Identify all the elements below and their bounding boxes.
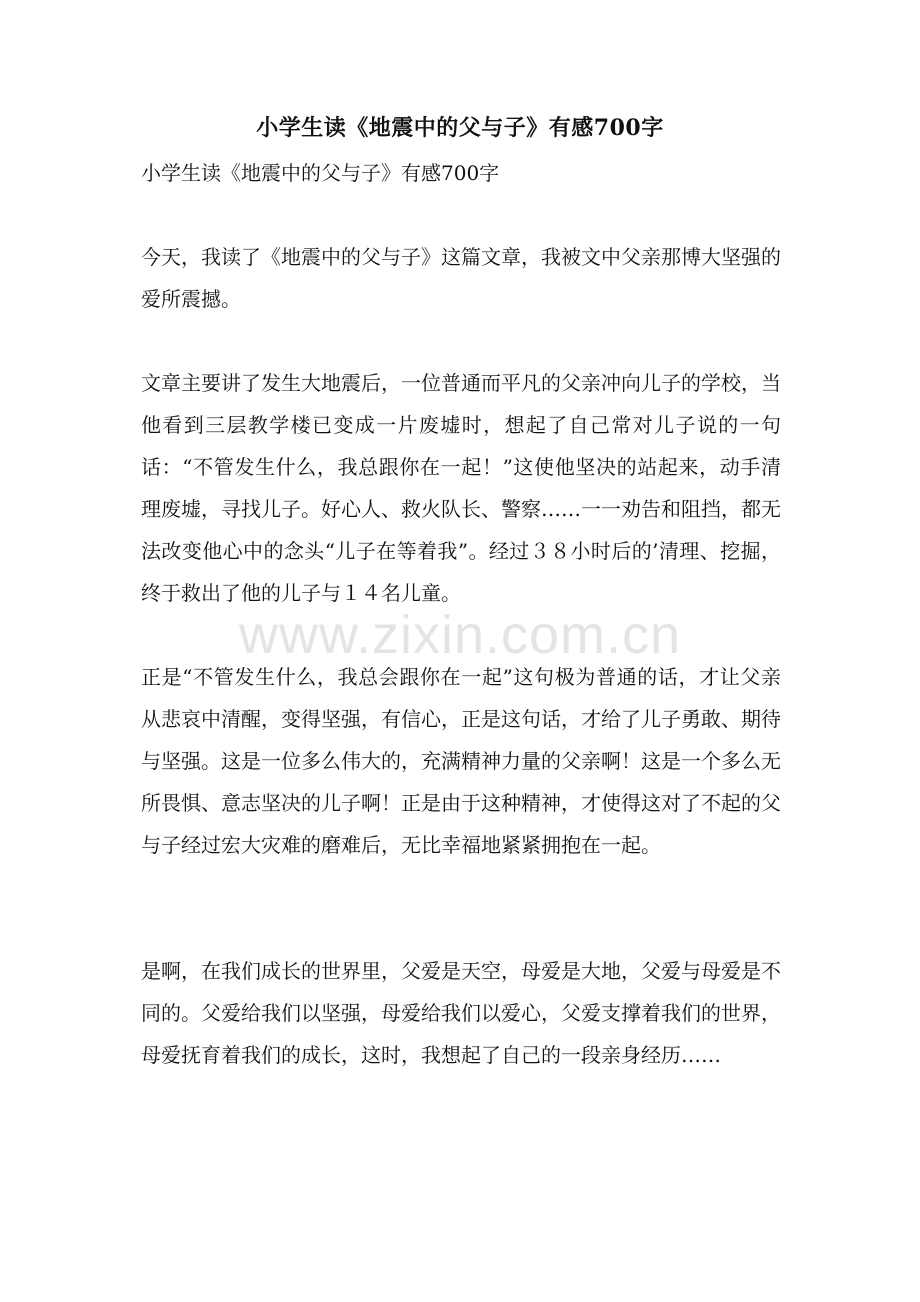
paragraph-1: 今天，我读了《地震中的父与子》这篇文章，我被文中父亲那博大坚强的爱所震撼。 [141, 245, 781, 311]
paragraph-2: 文章主要讲了发生大地震后，一位普通而平凡的父亲冲向儿子的学校，当他看到三层教学楼已变成一片废墟时，想起了自己常对儿子说的一句话：“不管发生什么，我总跟你在一起！”这使他坚决的站起来，动手清理废墟，寻找儿子。好心人、救火队长、警察……一一劝告和阻挡，都无法改变他心中的念头“儿子在等着我”。经过３８小时后的’清理、挖掘，终于救出了他的儿子与１４名儿童。 [141, 371, 781, 605]
paragraph-4: 是啊，在我们成长的世界里，父爱是天空，母爱是大地，父爱与母爱是不同的。父爱给我们以坚强，母爱给我们以爱心，父爱支撑着我们的世界，母爱抚育着我们的成长，这时，我想起了自己的一段亲身经历…… [141, 959, 781, 1067]
document-title: 小学生读《地震中的父与子》有感700字 [256, 115, 664, 141]
watermark: www.zixin.com.cn [238, 605, 682, 665]
paragraph-3: 正是“不管发生什么，我总会跟你在一起”这句极为普通的话，才让父亲从悲哀中清醒，变得坚强，有信心，正是这句话，才给了儿子勇敢、期待与坚强。这是一位多么伟大的，充满精神力量的父亲啊！这是一个多么无所畏惧、意志坚决的儿子啊！正是由于这种精神，才使得这对了不起的父与子经过宏大灾难的磨难后，无比幸福地紧紧拥抱在一起。 [141, 665, 781, 857]
document-subtitle: 小学生读《地震中的父与子》有感700字 [141, 161, 500, 185]
